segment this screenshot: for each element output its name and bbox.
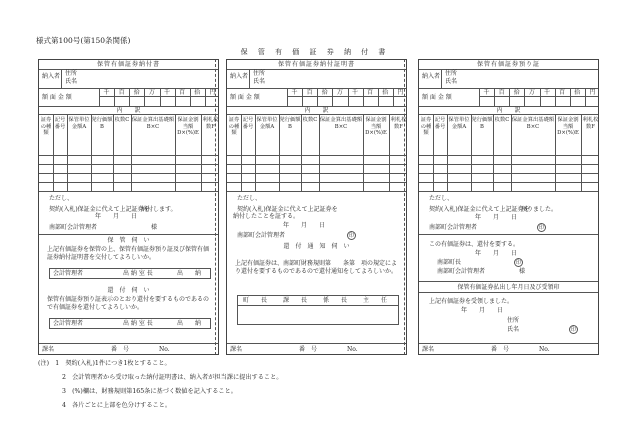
column-header-symbol: 記号番号 <box>242 117 254 130</box>
digit-header: 円 <box>589 89 596 96</box>
note-end: 預りました。 <box>521 206 558 213</box>
digit-header: 百 <box>306 89 313 96</box>
seal-icon-2: 印 <box>515 260 521 266</box>
notice-text: 上記有価証券は、南部町財務規則第 条第 項の規定により還付を要するものであるので還付通知をしてよろしいか。 <box>235 260 398 275</box>
column-header-symbol: 記号番号 <box>434 117 446 130</box>
face-value-label: 額 面 金 額 <box>42 94 72 101</box>
no-label: No. <box>539 346 550 353</box>
column-header-symbol: 記号番号 <box>54 117 66 130</box>
number-label: 番 号 <box>111 346 130 353</box>
column-header-kind: 証券の種類 <box>420 117 432 136</box>
digit-header: 円 <box>397 89 404 96</box>
footnotes <box>38 357 283 413</box>
column-header-unit: 保管単位金額A <box>256 117 278 130</box>
digit-header: 千 <box>291 89 298 96</box>
column-header-count: 枚数C <box>302 117 318 123</box>
column-header-issue: 発行価額B <box>471 117 493 130</box>
column-header-interest: 利札枚数F <box>582 117 599 130</box>
sama-label: 様 <box>151 224 158 231</box>
digit-header: 拾 <box>574 89 581 96</box>
role-sub-chief: 係 長 <box>323 297 348 304</box>
column-header-rate: 保証金割当額D×(%)E <box>557 117 579 136</box>
date: 年 月 日 <box>283 222 326 229</box>
no-label: No. <box>159 346 170 353</box>
face-value-label: 額 面 金 額 <box>230 94 260 101</box>
role-section-chief: 課 長 <box>283 297 308 304</box>
role-mayor: 町 長 <box>243 297 268 304</box>
custody-title: 保 管 伺 い <box>107 237 150 244</box>
digit-header: 百 <box>498 89 505 96</box>
note-body: 契約(入札)保証金に代えて上記証券を <box>49 206 150 213</box>
town-treasurer-2: 南部町会計管理者 <box>437 268 486 275</box>
panel-payment-form <box>38 59 219 355</box>
address-label: 住所 <box>445 70 458 77</box>
digit-header: 万 <box>148 89 155 96</box>
return-required: この有価証券は、還付を要する。 <box>429 241 520 248</box>
panel-title: 保管有価証券納付書 <box>96 61 160 68</box>
note-label: ただし、 <box>237 195 262 202</box>
dept-label: 課名 <box>230 346 243 353</box>
name-label-2: 氏名 <box>507 326 520 333</box>
digit-header: 百 <box>179 89 186 96</box>
panel-title: 保管有価証券納付証明書 <box>277 61 355 68</box>
column-header-unit: 保管単位金額A <box>68 117 90 130</box>
address-label: 住所 <box>65 70 78 77</box>
received-text: 上記有価証券を受領しました。 <box>429 298 514 305</box>
note-label: ただし、 <box>429 195 454 202</box>
notice-title: 還 付 通 知 伺 い <box>283 243 350 250</box>
column-header-kind: 証券の種類 <box>40 117 52 136</box>
cashier-chief: 出 納 室 長 <box>123 270 153 277</box>
seal-icon-3: 印 <box>570 327 576 333</box>
digit-header: 千 <box>103 89 110 96</box>
seal-icon: 印 <box>348 233 354 239</box>
footnote-1: (注) 1 契約(入札)1件につき1枚とすること。 <box>38 360 171 367</box>
panel-payment-certificate <box>226 59 407 355</box>
column-header-issue: 発行価額B <box>91 117 113 130</box>
footnote-2: 2 会計管理者から受け取った納付証明書は、納入者が担当課に提出すること。 <box>62 374 283 381</box>
mayor-label: 南部町長 <box>437 259 462 266</box>
no-label: No. <box>347 346 358 353</box>
note-body: 契約(入札)保証金に代えて上記証券を <box>429 206 530 213</box>
date: 年 月 日 <box>475 214 518 221</box>
name-label: 氏名 <box>445 78 458 85</box>
name-label: 氏名 <box>65 78 78 85</box>
column-header-unit: 保管単位金額A <box>448 117 470 130</box>
digit-header: 拾 <box>382 89 389 96</box>
digit-header: 百 <box>118 89 125 96</box>
treasurer-title: 会計管理者 <box>53 270 84 277</box>
footnote-4: 4 各片ごとに上部を色分けすること。 <box>62 402 172 409</box>
column-header-issue: 発行価額B <box>279 117 301 130</box>
form-number: 様式第100号(第150条関係) <box>36 36 131 45</box>
panel-custody-receipt <box>418 59 599 355</box>
payout-header: 保管有価証券払出し年月日及び受領印 <box>457 284 560 291</box>
town-treasurer: 南部町会計管理者 <box>49 224 98 231</box>
digit-header: 千 <box>483 89 490 96</box>
digit-header: 千 <box>352 89 359 96</box>
column-header-base: 保証金算出基礎額B×C <box>319 117 363 130</box>
digit-header: 千 <box>164 89 171 96</box>
town-treasurer: 南部町会計管理者 <box>429 224 478 231</box>
breakdown-label: 内 訳 <box>304 107 329 114</box>
column-header-base: 保証金算出基礎額B×C <box>511 117 555 130</box>
seal-icon: 印 <box>538 225 544 231</box>
cashier-2: 出 納 <box>177 320 202 327</box>
panel-title: 保管有価証券預り証 <box>476 61 540 68</box>
date: 年 月 日 <box>95 213 138 220</box>
face-value-label: 額 面 金 額 <box>422 94 452 101</box>
return-title: 還 付 伺 い <box>107 287 150 294</box>
column-header-rate: 保証金割当額D×(%)E <box>365 117 387 136</box>
column-header-kind: 証券の種類 <box>228 117 240 136</box>
number-label: 番 号 <box>491 346 510 353</box>
role-lead: 主 任 <box>363 297 388 304</box>
digit-header: 千 <box>544 89 551 96</box>
digit-header: 百 <box>367 89 374 96</box>
main-title: 保 管 有 価 証 券 納 付 書 <box>240 48 390 56</box>
payer-label: 納入者 <box>42 73 61 80</box>
digit-header: 拾 <box>513 89 520 96</box>
custody-text: 上記有価証券を保管の上、保管有価証券預り証及び保管有価証券納付証明書を交付してよろしいか。 <box>47 246 210 261</box>
digit-header: 拾 <box>321 89 328 96</box>
payer-label: 納入者 <box>422 73 441 80</box>
town-treasurer: 南部町会計管理者 <box>237 232 286 239</box>
note-label: ただし、 <box>49 195 74 202</box>
footnote-3: 3 (%)欄は、財務規則第165条に基づく数値を記入すること。 <box>62 388 237 395</box>
breakdown-label: 内 訳 <box>116 107 141 114</box>
digit-header: 百 <box>559 89 566 96</box>
cashier: 出 納 <box>177 270 202 277</box>
digit-header: 万 <box>528 89 535 96</box>
column-header-interest: 利札枚数F <box>390 117 407 130</box>
column-header-count: 枚数C <box>114 117 130 123</box>
column-header-rate: 保証金割当額D×(%)E <box>177 117 199 136</box>
dept-label: 課名 <box>42 346 55 353</box>
digit-header: 拾 <box>133 89 140 96</box>
address-label-2: 住所 <box>507 317 520 324</box>
date-2: 年 月 日 <box>475 250 518 257</box>
note-body: 契約(入札)保証金に代えて上記証券を <box>237 206 338 213</box>
digit-header: 円 <box>209 89 216 96</box>
note-end: 納付したことを証する。 <box>233 213 300 220</box>
note-end: 納付します。 <box>141 206 177 213</box>
column-header-count: 枚数C <box>494 117 510 123</box>
digit-header: 万 <box>336 89 343 96</box>
treasurer-title-2: 会計管理者 <box>53 320 84 327</box>
breakdown-label: 内 訳 <box>496 107 521 114</box>
dept-label: 課名 <box>422 346 435 353</box>
date-3: 年 月 日 <box>461 307 504 314</box>
sama-label: 様 <box>519 268 526 275</box>
name-label: 氏名 <box>253 78 266 85</box>
address-label: 住所 <box>253 70 266 77</box>
column-header-base: 保証金算出基礎額B×C <box>131 117 175 130</box>
digit-header: 拾 <box>194 89 201 96</box>
payer-label: 納入者 <box>230 73 249 80</box>
number-label: 番 号 <box>299 346 318 353</box>
column-header-interest: 利札枚数F <box>202 117 219 130</box>
cashier-chief-2: 出 納 室 長 <box>123 320 153 327</box>
return-text: 保管有価証券預り証表示のとおり還付を要するものであるので有価証券を還付してよろしいか。 <box>47 296 210 311</box>
